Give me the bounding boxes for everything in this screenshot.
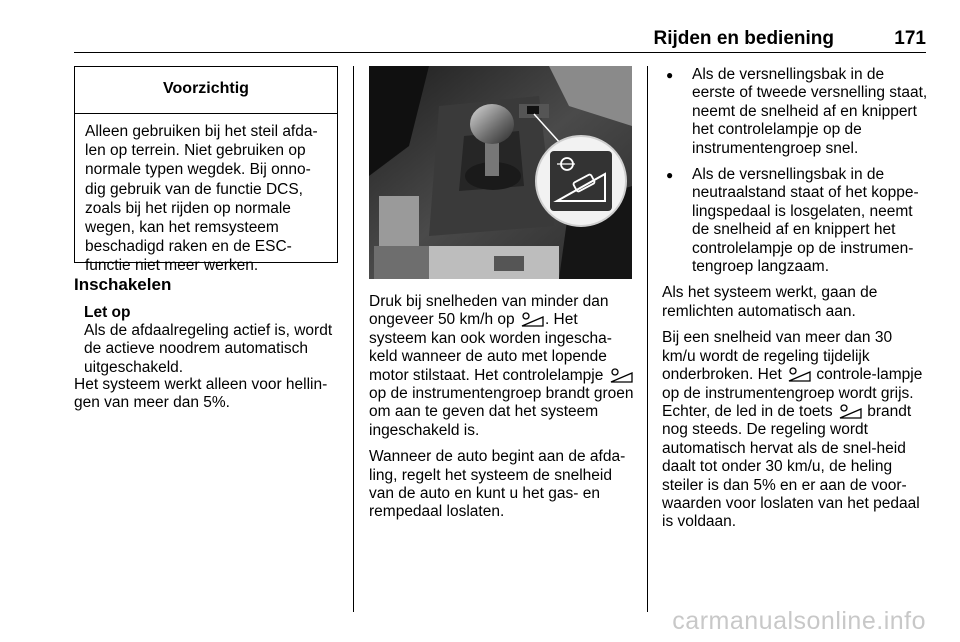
paragraph (662, 329, 928, 531)
list-item: ● Als de versnellingsbak in de eerste of tweede versnelling staat, neemt de snelheid af en knippert het controlelampje op de instrumentengroep snel. (662, 66, 928, 158)
column-3-text (662, 66, 928, 540)
text-run: brandt nog steeds. De regeling wordt automatisch hervat als de snel-heid daalt tot onder 30 km/u, de heling steiler is dan 5% en er aan de voor-waarden voor loslaten van het pedaal is voldaan. (662, 402, 920, 531)
hill-descent-icon (519, 311, 545, 327)
console-photo (369, 66, 632, 279)
hill-descent-icon (608, 367, 634, 383)
caution-title: Voorzichtig (75, 67, 337, 114)
section-title: Inschakelen (74, 275, 172, 294)
note-title: Let op (84, 304, 131, 321)
paragraph: Het systeem werkt alleen voor hellin-gen van meer dan 5%. (74, 376, 328, 412)
text-run: controle-lampje op de instrumentengroep wordt grijs. Echter, de led in de toets (662, 366, 923, 420)
paragraph: Wanneer de auto begint aan de afda-ling, regelt het systeem de snelheid van de auto en kunt u het gas- en rempedaal loslaten. (369, 448, 626, 521)
bullet-list (662, 66, 928, 276)
watermark: carmanualsonline.info (672, 607, 926, 635)
paragraph: Als het systeem werkt, gaan de remlichten automatisch aan. (662, 284, 878, 320)
paragraph (369, 293, 637, 440)
header-rule (74, 52, 926, 53)
list-item: ● Als de versnellingsbak in de neutraalstand staat of het koppe-lingspedaal is losgelaten, neemt de snelheid af en knippert het controlelampje op de instrumen-tengroep langzaam. (662, 166, 928, 276)
text-run: Druk bij snelheden van minder dan ongeveer 50 km/h op (369, 293, 609, 329)
hill-descent-icon (786, 366, 812, 382)
text-run: Bij een snelheid van meer dan 30 km/u wordt de regeling tijdelijk onderbroken. Het (662, 329, 893, 384)
column-divider-2 (647, 66, 648, 612)
column-divider-1 (353, 66, 354, 612)
caution-box (74, 66, 338, 275)
hill-descent-icon (837, 403, 863, 419)
header-title: Rijden en bediening (653, 28, 834, 49)
caution-text: Alleen gebruiken bij het steil afda-len op terrein. Niet gebruiken op normale typen wegdek. Bij onno-dig gebruik van de functie DCS, zoals bij het rijden op normale wegen, kan het remsysteem beschadigd raken en de ESC-functie niet meer werken. (85, 123, 318, 275)
page-number: 171 (894, 28, 926, 49)
note-text: Als de afdaalregeling actief is, wordt de actieve noodrem automatisch uitgeschakeld. (84, 322, 333, 376)
note-box (84, 304, 344, 377)
column-1-text (74, 376, 344, 421)
text-run: op de instrumentengroep brandt groen om aan te geven dat het systeem ingeschakeld is. (369, 385, 634, 439)
text-run: . Het systeem kan ook worden ingescha-keld wanneer de auto met lopende motor stilstaat. Het controlelampje (369, 311, 612, 384)
page-header (74, 0, 926, 50)
column-2-text (369, 293, 637, 530)
